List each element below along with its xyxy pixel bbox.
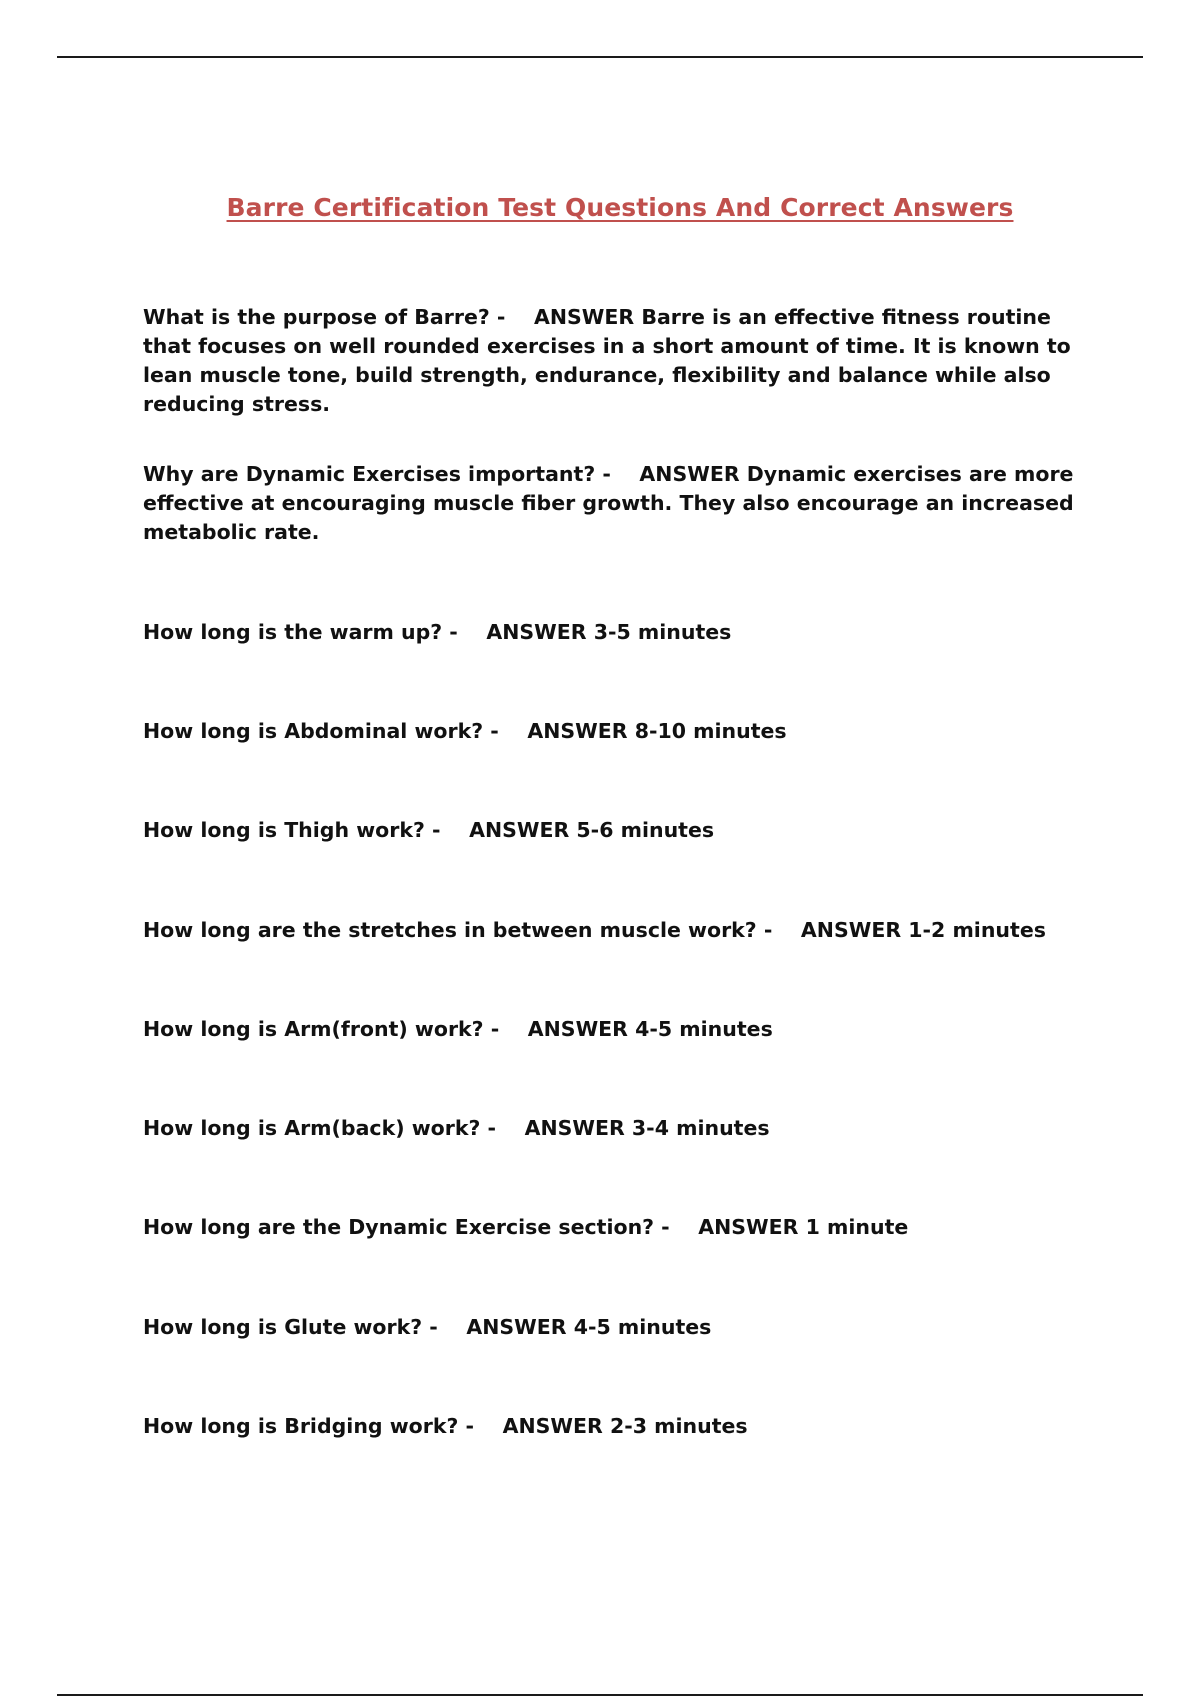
answer-text: 5-6 minutes: [576, 818, 715, 842]
question-text: How long are the stretches in between muscle work? -: [143, 918, 773, 942]
qa-item: [143, 1114, 1083, 1143]
answer-text: Barre is an effective fitness routine that focuses on well rounded exercises in a short amount of time. It is known to lean muscle tone, build strength, endurance, flexibility and balance while also reducing stress.: [143, 305, 1071, 416]
question-text: How long is Bridging work? -: [143, 1414, 475, 1438]
answer-label: ANSWER: [639, 462, 740, 486]
footer-rule: [57, 1694, 1143, 1696]
answer-label: ANSWER: [527, 719, 628, 743]
qa-item: [143, 303, 1083, 419]
answer-label: ANSWER: [533, 305, 635, 329]
answer-text: 1 minute: [805, 1215, 909, 1239]
question-text: How long are the Dynamic Exercise section? -: [143, 1215, 670, 1239]
answer-label: ANSWER: [469, 818, 570, 842]
qa-item: [143, 717, 1083, 746]
qa-item: [143, 460, 1083, 547]
document-title: Barre Certification Test Questions And Correct Answers: [226, 193, 1014, 222]
question-text: What is the purpose of Barre? -: [143, 305, 506, 329]
question-text: How long is Thigh work? -: [143, 818, 441, 842]
qa-item: [143, 916, 1083, 945]
qa-item: [143, 1213, 1083, 1242]
answer-text: 3-5 minutes: [593, 620, 732, 644]
answer-label: ANSWER: [502, 1414, 603, 1438]
answer-text: 2-3 minutes: [609, 1414, 748, 1438]
answer-text: 8-10 minutes: [634, 719, 787, 743]
answer-text: 1-2 minutes: [908, 918, 1046, 942]
question-text: How long is Abdominal work? -: [143, 719, 499, 743]
question-text: How long is the warm up? -: [143, 620, 458, 644]
answer-label: ANSWER: [527, 1017, 628, 1041]
qa-item: [143, 1313, 1083, 1342]
question-text: How long is Arm(back) work? -: [143, 1116, 497, 1140]
question-text: How long is Glute work? -: [143, 1315, 438, 1339]
qa-item: [143, 618, 1083, 647]
answer-text: 4-5 minutes: [573, 1315, 712, 1339]
qa-item: [143, 816, 1083, 845]
answer-label: ANSWER: [524, 1116, 625, 1140]
answer-text: Dynamic exercises are more effective at encouraging muscle fiber growth. They also encourage an increased metabolic rate.: [143, 462, 1074, 544]
answer-label: ANSWER: [466, 1315, 567, 1339]
question-text: How long is Arm(front) work? -: [143, 1017, 500, 1041]
answer-text: 4-5 minutes: [635, 1017, 773, 1041]
qa-item: [143, 1412, 1083, 1441]
answer-label: ANSWER: [800, 918, 902, 942]
header-rule: [57, 56, 1143, 58]
answer-label: ANSWER: [486, 620, 587, 644]
answer-text: 3-4 minutes: [631, 1116, 770, 1140]
answer-label: ANSWER: [698, 1215, 799, 1239]
qa-item: [143, 1015, 1083, 1044]
question-text: Why are Dynamic Exercises important? -: [143, 462, 611, 486]
